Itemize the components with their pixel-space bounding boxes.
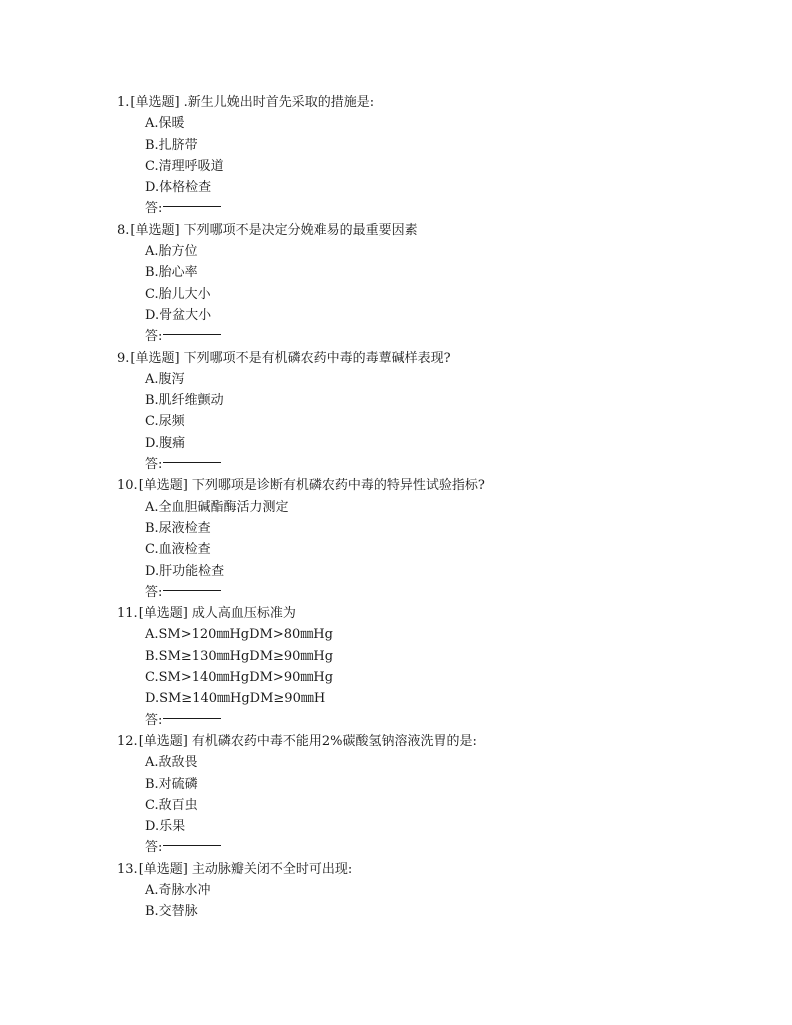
answer-option: B.对硫磷 <box>145 776 198 792</box>
question-number: 12. <box>117 733 138 749</box>
question-type: [单选题] <box>130 350 180 366</box>
answer-option: D.腹痛 <box>145 435 186 451</box>
question-type: [单选题] <box>138 606 188 622</box>
question-block <box>117 348 757 476</box>
answer-option: C.血液检查 <box>145 542 211 558</box>
question-stem <box>117 220 757 241</box>
answer-label: 答: <box>145 201 163 217</box>
answer-option: D.SM≥140㎜HgDM≥90㎜H <box>145 691 326 707</box>
answer-option: C.SM>140㎜HgDM>90㎜Hg <box>145 670 334 686</box>
answer-blank[interactable] <box>163 206 221 207</box>
question-text: 主动脉瓣关闭不全时可出现: <box>191 861 353 877</box>
answer-option: A.SM>120㎜HgDM>80㎜Hg <box>145 627 333 643</box>
answer-line <box>117 710 757 731</box>
question-stem <box>117 731 757 752</box>
answer-line <box>117 326 757 347</box>
answer-label: 答: <box>145 329 163 345</box>
question-block <box>117 859 757 923</box>
answer-option: B.尿液检查 <box>145 520 211 536</box>
question-number: 1. <box>117 95 130 110</box>
question-text: 下列哪项不是决定分娩难易的最重要因素 <box>183 222 418 238</box>
answer-option: A.全血胆碱酯酶活力测定 <box>145 499 289 515</box>
answer-label: 答: <box>145 840 163 856</box>
question-text: 下列哪项不是有机磷农药中毒的毒蕈碱样表现? <box>183 350 451 366</box>
answer-blank[interactable] <box>163 590 221 591</box>
answer-option: B.扎脐带 <box>145 137 198 153</box>
answer-label: 答: <box>145 584 163 600</box>
question-list <box>117 92 757 923</box>
question-stem <box>117 603 757 624</box>
answer-option: C.清理呼吸道 <box>145 158 224 174</box>
question-text: .新生儿娩出时首先采取的措施是: <box>183 95 375 110</box>
answer-blank[interactable] <box>163 334 221 335</box>
question-stem <box>117 348 757 369</box>
question-number: 8. <box>117 222 130 238</box>
answer-label: 答: <box>145 457 163 473</box>
answer-option: A.腹泻 <box>145 371 185 387</box>
question-block <box>117 220 757 348</box>
answer-option: D.体格检查 <box>145 180 212 196</box>
question-type: [单选题] <box>138 478 188 494</box>
answer-line <box>117 454 757 475</box>
question-type: [单选题] <box>130 95 180 110</box>
question-stem <box>117 92 757 113</box>
answer-option: A.奇脉水冲 <box>145 882 211 898</box>
answer-option: C.尿频 <box>145 414 185 430</box>
question-number: 9. <box>117 350 130 366</box>
answer-blank[interactable] <box>163 845 221 846</box>
answer-option: A.敌敌畏 <box>145 755 198 771</box>
question-text: 下列哪项是诊断有机磷农药中毒的特异性试验指标? <box>191 478 485 494</box>
question-text: 有机磷农药中毒不能用2%碳酸氢钠溶液洗胃的是: <box>191 733 477 749</box>
answer-label: 答: <box>145 712 163 728</box>
question-text: 成人高血压标准为 <box>191 606 296 622</box>
answer-option: D.乐果 <box>145 819 186 835</box>
question-type: [单选题] <box>138 861 188 877</box>
question-stem <box>117 859 757 880</box>
answer-line <box>117 198 757 219</box>
answer-option: B.交替脉 <box>145 904 198 920</box>
question-type: [单选题] <box>130 222 180 238</box>
question-block <box>117 475 757 603</box>
answer-option: C.敌百虫 <box>145 797 198 813</box>
answer-blank[interactable] <box>163 462 221 463</box>
question-number: 10. <box>117 478 138 494</box>
answer-option: B.胎心率 <box>145 265 198 281</box>
question-type: [单选题] <box>138 733 188 749</box>
question-stem <box>117 475 757 496</box>
answer-option: B.肌纤维颤动 <box>145 393 224 409</box>
answer-option: A.胎方位 <box>145 244 198 260</box>
answer-line <box>117 582 757 603</box>
answer-line <box>117 837 757 858</box>
answer-option: B.SM≥130㎜HgDM≥90㎜Hg <box>145 648 334 664</box>
question-block <box>117 603 757 731</box>
question-number: 11. <box>117 606 138 622</box>
answer-option: D.骨盆大小 <box>145 307 212 323</box>
answer-blank[interactable] <box>163 718 221 719</box>
question-number: 13. <box>117 861 138 877</box>
answer-option: D.肝功能检查 <box>145 563 225 579</box>
answer-option: A.保暖 <box>145 116 185 132</box>
question-block <box>117 731 757 859</box>
question-block <box>117 92 757 220</box>
answer-option: C.胎儿大小 <box>145 286 211 302</box>
